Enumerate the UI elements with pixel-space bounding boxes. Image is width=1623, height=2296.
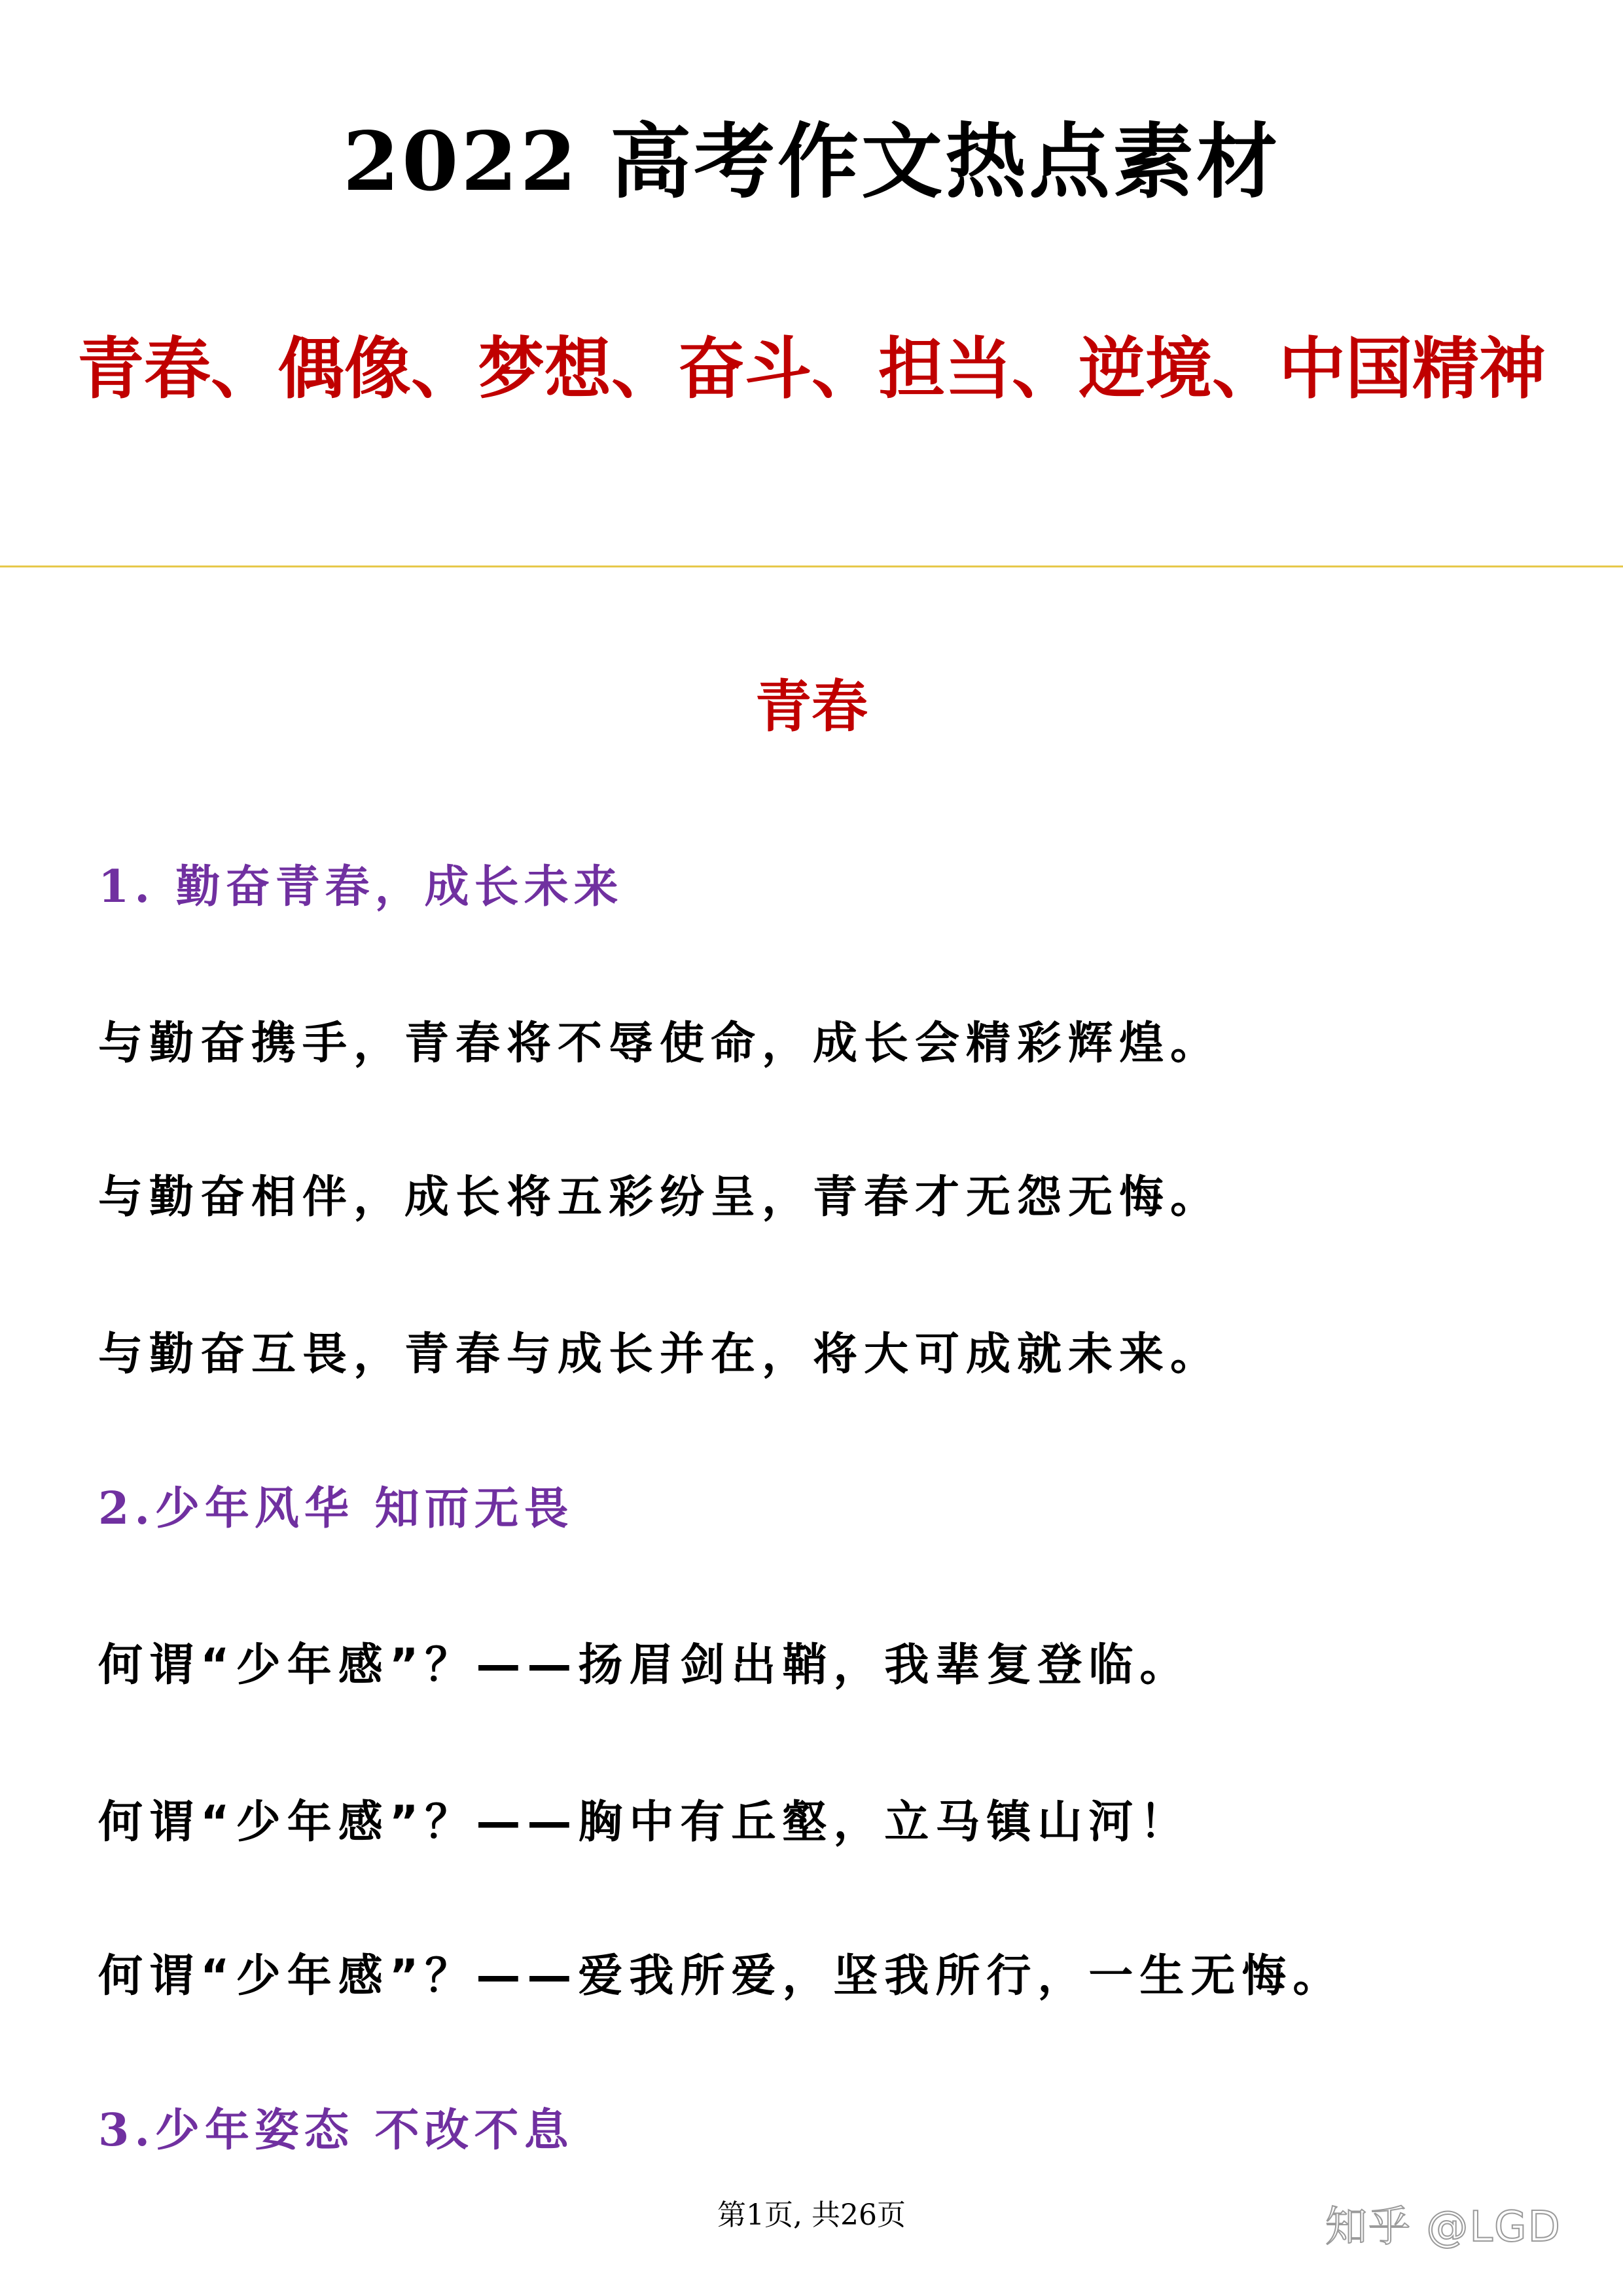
section-title: 青春 <box>755 674 868 740</box>
paragraph-2-2: 何谓“少年感”？——胸中有丘壑，立马镇山河！ <box>98 1797 1191 1848</box>
page-title: 2022 高考作文热点素材 <box>342 115 1281 209</box>
heading-3: 3.少年姿态 不改不息 <box>98 2104 574 2157</box>
heading-2: 2.少年风华 知而无畏 <box>98 1482 574 1535</box>
watermark: 知乎 @LGD <box>1325 2203 1561 2251</box>
paragraph-2-1: 何谓“少年感”？——扬眉剑出鞘，我辈复登临。 <box>98 1640 1191 1691</box>
paragraph-1-2: 与勤奋相伴，成长将五彩纷呈，青春才无怨无悔。 <box>98 1172 1222 1223</box>
paragraph-2-3: 何谓“少年感”？——爱我所爱，坚我所行，一生无悔。 <box>98 1950 1344 2002</box>
divider <box>0 565 1623 567</box>
page-subtitle: 青春、偶像、梦想、奋斗、担当、逆境、中国精神 <box>77 331 1546 408</box>
paragraph-1-1: 与勤奋携手，青春将不辱使命，成长会精彩辉煌。 <box>98 1018 1222 1069</box>
page-footer: 第1页, 共26页 <box>717 2198 906 2232</box>
heading-1: 1. 勤奋青春，成长未来 <box>98 861 624 913</box>
paragraph-1-3: 与勤奋互畏，青春与成长并在，将大可成就未来。 <box>98 1329 1222 1380</box>
